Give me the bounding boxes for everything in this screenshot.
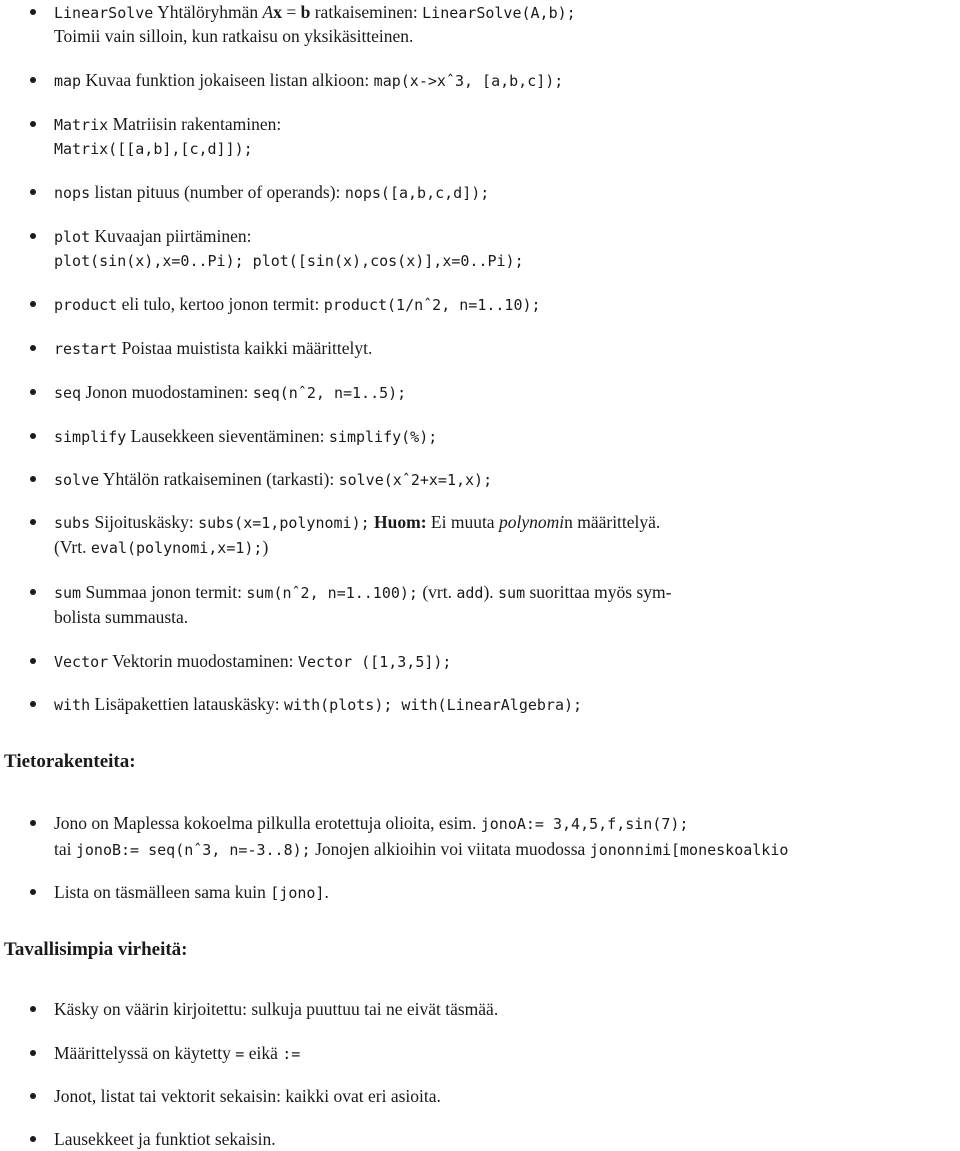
bullet xyxy=(30,189,36,195)
command-description: suorittaa myös sym- xyxy=(529,582,672,602)
command-description: Yhtälön ratkaiseminen (tarkasti): xyxy=(102,469,335,489)
command-note: Toimii vain silloin, kun ratkaisu on yksikäsitteinen. xyxy=(54,26,414,46)
command-description: eli tulo, kertoo jonon termit: xyxy=(121,294,320,314)
bullet xyxy=(30,889,36,895)
code-example: Vector ([1,3,5]); xyxy=(297,653,452,671)
bullet xyxy=(30,1006,36,1012)
command-name: product xyxy=(54,296,118,314)
item-text: Jono on Maplessa kokoelma pilkulla erotettuja olioita, esim. xyxy=(54,813,477,833)
bullet xyxy=(30,519,36,525)
bullet xyxy=(30,345,36,351)
code-example: = xyxy=(235,1045,245,1063)
code-example: subs(x=1,polynomi); xyxy=(198,514,370,532)
bullet xyxy=(30,9,36,15)
command-description: Sijoituskäsky: xyxy=(94,512,194,532)
command-description: Vektorin muodostaminen: xyxy=(112,651,294,671)
code-example: solve(xˆ2+x=1,x); xyxy=(338,471,493,489)
code-example: map(x->xˆ3, [a,b,c]); xyxy=(373,72,564,90)
note-text: n määrittelyä. xyxy=(564,512,661,532)
compare-text: ) xyxy=(262,537,269,557)
command-description: Kuvaa funktion jokaiseen listan alkioon: xyxy=(85,70,370,90)
command-description: Poistaa muistista kaikki määrittelyt. xyxy=(121,338,373,358)
item-text: . xyxy=(324,882,329,902)
code-example: with(plots); with(LinearAlgebra); xyxy=(284,696,583,714)
command-description: Yhtälöryhmän xyxy=(157,2,259,22)
bullet xyxy=(30,476,36,482)
bullet xyxy=(30,301,36,307)
command-description: Summaa jonon termit: xyxy=(85,582,242,602)
command-name: restart xyxy=(54,340,118,358)
math-symbol: = xyxy=(286,2,297,22)
bullet xyxy=(30,433,36,439)
item-text: tai xyxy=(54,839,72,859)
code-example: Matrix([[a,b],[c,d]]); xyxy=(54,140,253,158)
code-example: seq(nˆ2, n=1..5); xyxy=(252,384,407,402)
item-text: Käsky on väärin kirjoitettu: sulkuja puuttuu tai ne eivät täsmää. xyxy=(54,999,499,1019)
bullet xyxy=(30,820,36,826)
bullet xyxy=(30,1136,36,1142)
command-name: subs xyxy=(54,514,91,532)
command-name: Vector xyxy=(54,653,109,671)
item-text: Jonot, listat tai vektorit sekaisin: kaikki ovat eri asioita. xyxy=(54,1086,441,1106)
command-name: Matrix xyxy=(54,116,109,134)
command-description: bolista summausta. xyxy=(54,607,189,627)
command-description: Matriisin rakentaminen: xyxy=(112,114,282,134)
command-name: plot xyxy=(54,228,91,246)
code-example: [jono] xyxy=(270,884,325,902)
command-name: sum xyxy=(498,584,526,602)
math-symbol: x xyxy=(273,2,282,22)
command-description: Kuvaajan piirtäminen: xyxy=(94,226,252,246)
bullet xyxy=(30,77,36,83)
bullet xyxy=(30,1093,36,1099)
section-heading-common-errors: Tavallisimpia virheitä: xyxy=(4,939,188,960)
section-heading-data-structures: Tietorakenteita: xyxy=(4,751,136,772)
code-example: plot(sin(x),x=0..Pi); plot([sin(x),cos(x)],x=0..Pi); xyxy=(54,252,524,270)
command-description: Jonon muodostaminen: xyxy=(85,382,249,402)
item-text: Jonojen alkioihin voi viitata muodossa xyxy=(315,839,586,859)
item-text: Lausekkeet ja funktiot sekaisin. xyxy=(54,1129,276,1149)
note-text: Ei muuta xyxy=(430,512,495,532)
code-example: LinearSolve(A,b); xyxy=(422,4,576,22)
math-symbol: A xyxy=(262,2,274,22)
item-text: eikä xyxy=(248,1043,278,1063)
command-name: LinearSolve xyxy=(54,4,154,22)
code-example: jonoB:= seq(nˆ3, n=-3..8); xyxy=(75,841,311,859)
code-example: eval(polynomi,x=1); xyxy=(90,539,263,557)
command-description: ratkaiseminen: xyxy=(314,2,418,22)
command-name: map xyxy=(54,72,82,90)
command-name: sum xyxy=(54,584,82,602)
math-symbol: b xyxy=(300,2,311,22)
command-description: Lisäpakettien latauskäsky: xyxy=(94,694,280,714)
note-emphasis: polynomi xyxy=(498,512,565,532)
note-label: Huom: xyxy=(374,512,427,532)
command-name: add xyxy=(456,584,484,602)
command-description: Lausekkeen sieventäminen: xyxy=(130,426,325,446)
command-name: with xyxy=(54,696,91,714)
code-example: := xyxy=(282,1045,301,1063)
bullet xyxy=(30,389,36,395)
code-example: jonoA:= 3,4,5,f,sin(7); xyxy=(480,815,689,833)
code-example: jononnimi[moneskoalkio xyxy=(589,841,789,859)
bullet xyxy=(30,589,36,595)
compare-text: ). xyxy=(483,582,494,602)
code-example: simplify(%); xyxy=(328,428,438,446)
compare-text: (Vrt. xyxy=(54,537,87,557)
bullet xyxy=(30,658,36,664)
command-name: seq xyxy=(54,384,82,402)
bullet xyxy=(30,1050,36,1056)
command-name: solve xyxy=(54,471,100,489)
code-example: nops([a,b,c,d]); xyxy=(344,184,490,202)
command-name: simplify xyxy=(54,428,127,446)
code-example: product(1/nˆ2, n=1..10); xyxy=(323,296,541,314)
compare-text: (vrt. xyxy=(422,582,452,602)
bullet xyxy=(30,701,36,707)
item-text: Määrittelyssä on käytetty xyxy=(54,1043,231,1063)
command-name: nops xyxy=(54,184,91,202)
bullet xyxy=(30,121,36,127)
bullet xyxy=(30,233,36,239)
code-example: sum(nˆ2, n=1..100); xyxy=(246,584,418,602)
item-text: Lista on täsmälleen sama kuin xyxy=(54,882,266,902)
command-description: listan pituus (number of operands): xyxy=(94,182,341,202)
